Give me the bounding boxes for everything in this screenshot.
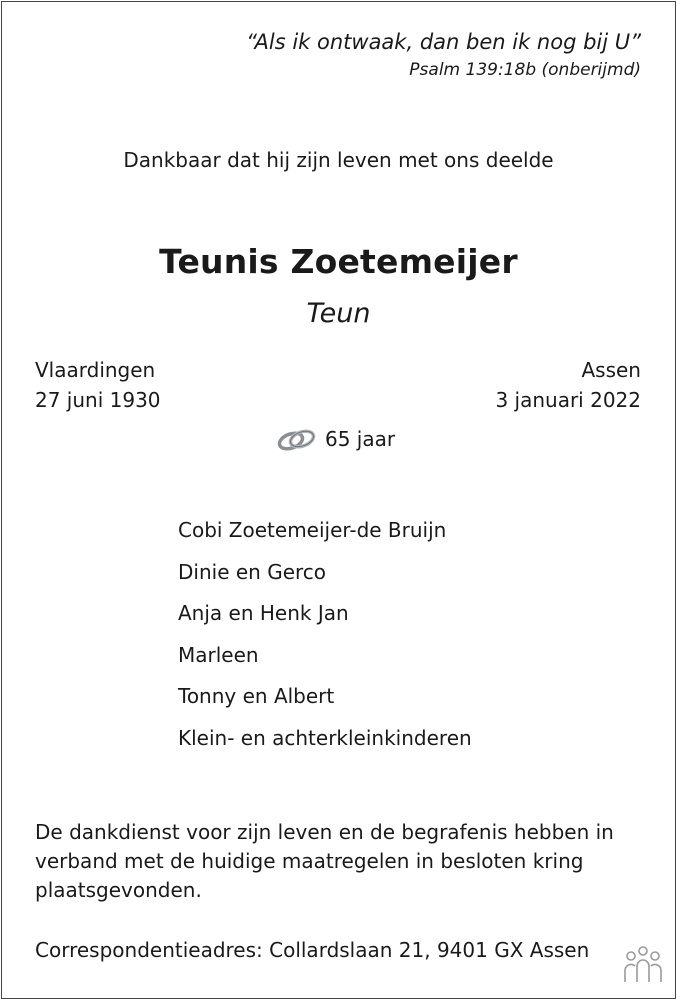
family-member: Tonny en Albert [178, 684, 335, 708]
correspondence-address: Correspondentieadres: Collardslaan 21, 9401 GX Assen [35, 938, 590, 962]
quote: “Als ik ontwaak, dan ben ik nog bij U” [246, 30, 641, 54]
family-member: Cobi Zoetemeijer-de Bruijn [178, 518, 447, 542]
opening-line: Dankbaar dat hij zijn leven met ons deelde [123, 148, 554, 172]
deceased-nickname: Teun [306, 298, 371, 329]
death-date: 3 januari 2022 [495, 388, 641, 412]
wedding-rings-icon [275, 424, 319, 454]
obituary-card [1, 1, 676, 999]
family-member: Marleen [178, 642, 259, 667]
quote-source: Psalm 139:18b (onberijmd) [409, 60, 641, 80]
family-member: Anja en Henk Jan [178, 601, 349, 625]
family-list [178, 516, 472, 765]
marriage-years: 65 jaar [325, 427, 396, 451]
marriage-duration [275, 424, 395, 454]
family-member: Klein- en achterkleinkinderen [178, 725, 472, 750]
service-notice: De dankdienst voor zijn leven en de begrafenis hebben in verband met de huidige maatregelen in besloten kring plaatsgevonden. [35, 820, 614, 902]
birth-date: 27 juni 1930 [35, 388, 161, 412]
deceased-name: Teunis Zoetemeijer [159, 242, 518, 281]
family-member: Dinie en Gerco [178, 559, 327, 584]
people-group-icon [620, 944, 666, 984]
birth-place: Vlaardingen [35, 358, 156, 382]
death-place: Assen [581, 358, 641, 382]
